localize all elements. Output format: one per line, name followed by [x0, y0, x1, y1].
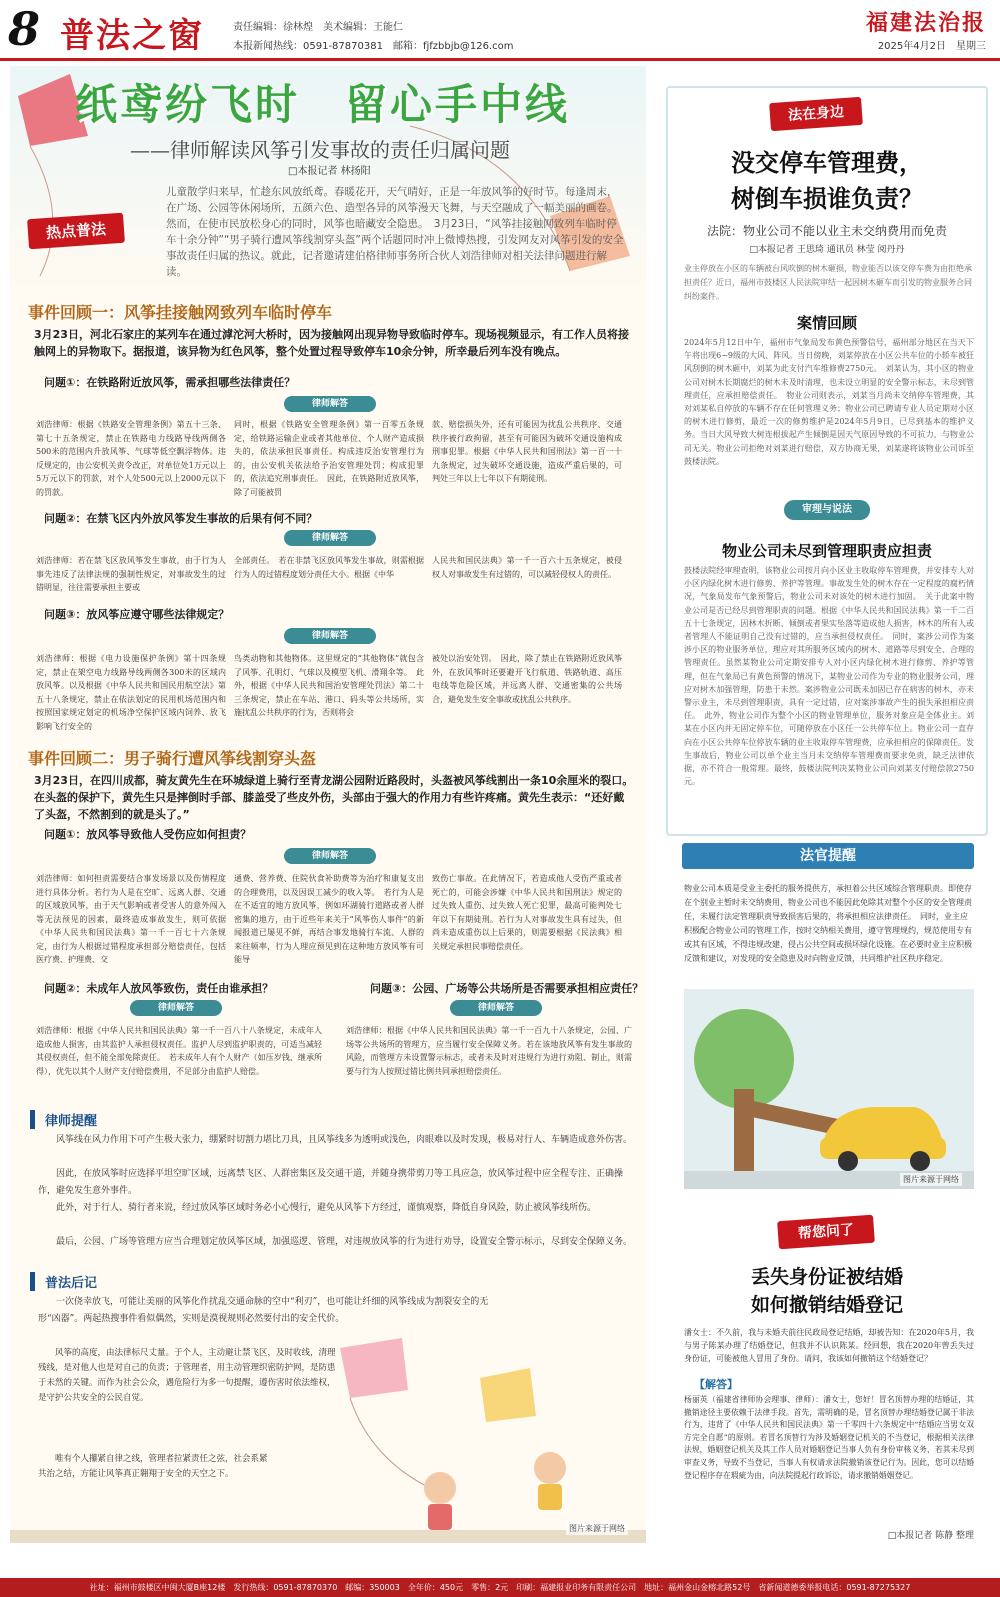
reader-question: 潘女士：不久前，我与未婚夫前往民政局登记结婚，却被告知：在2020年5月，我与男子陈某办理了结婚登记，但我并不认识陈某。经回想，我在2020年曾丢失过身份证，可能被他人冒用了身份。请问，我该如何撤销这个结婚登记？	[684, 1328, 974, 1364]
sidebar-articles	[666, 86, 988, 1543]
afterword-p3: 唯有个人攥紧自律之线，管理者拉紧责任之弦，社会系紧共治之结，方能让风筝真正翱翔于安全的天空之下。	[38, 1454, 268, 1479]
page-number: 8	[8, 2, 41, 56]
section-title: 普法之窗	[60, 16, 204, 56]
feature-title-line1: 没交停车管理费，	[731, 148, 923, 177]
help-title-line2: 如何撤销结婚登记	[750, 1294, 903, 1316]
lawyer-tip-p4: 最后，公园、广场等管理方应当合理划定放风筝区域，加强巡逻、管理，对违规放风筝的行为进行劝导，设置安全警示标示，尽到安全保障义务。	[56, 1237, 633, 1247]
feature-lead: 业主停放在小区的车辆被台风吹倒的树木砸损，物业能否以该交停车费为由拒绝承担责任？近日，福州市鼓楼区人民法院审结一起因树木砸车而引发的物业服务合同纠纷案件。	[684, 264, 972, 301]
lawyer-answer-tag: 律师解答	[450, 1000, 542, 1016]
case2-q1-answer-col1: 刘浩律师：如何担责需要结合事发场景以及伤情程度进行具体分析。若行为人是在空旷、远离人群、交通的区域放风筝，由于天气影响或者受害人的意外闯入等无法预见的因素，最终造成事故发生，则可依据《中华人民共和国民法典》第一千一百七十六条规定，由行为人根据过错程度承担部分赔偿责任，包括医疗费、护理费、交	[36, 874, 226, 964]
case2-q3-answer: 刘浩律师：根据《中华人民共和国民法典》第一千一百九十八条规定，公园、广场等公共场所的管理方，应当履行安全保障义务。若在该地放风筝有发生事故的风险，而管理方未设置警示标志，或者未及时对违规行为进行劝阻、制止，则需要与行为人按照过错比例共同承担赔偿责任。	[346, 1026, 632, 1076]
case2-q1-answer-col3: 致伤亡事故。在此情况下，若造成他人受伤严重或者死亡的，可能会涉嫌《中华人民共和国刑法》规定的过失致人重伤、过失致人死亡犯罪，最高可能判处七年以下有期徒刑。若行为人对事故发生具有过失，但尚未造成重伤以上后果的，则需要根据《民法典》相关规定承担民事赔偿责任。	[432, 874, 622, 951]
fallen-tree-car-illustration	[684, 989, 974, 1189]
case1-q2-answer-col1: 刘浩律师：若在禁飞区放风筝发生事故，由于行为人事先违反了法律法规的强制性规定，对事故发生的过错明显，往往需要承担主要或	[36, 556, 226, 592]
main-article	[10, 66, 646, 1543]
lawyer-answer-tag: 律师解答	[130, 1000, 222, 1016]
case2-q1: 问题①：放风筝导致他人受伤应如何担责？	[44, 828, 252, 841]
case2-q2: 问题②：未成年人放风筝致伤，责任由谁承担？	[44, 982, 274, 995]
lawyer-tip-p2: 因此，在放风筝时应选择平坦空旷区域，远离禁飞区、人群密集区及交通干道，并随身携带剪刀等工具应急，放风筝过程中应全程专注、正确操作，避免发生意外事件。	[38, 1169, 624, 1196]
hero-banner	[10, 66, 646, 288]
case1-q1-answer-col1: 刘浩律师：根据《铁路安全管理条例》第五十三条、第七十五条规定，禁止在铁路电力线路导线两侧各500米的范围内升放风筝、气球等低空飘浮物体。违反规定的，由公安机关责令改正，对单位处1万元以上5万元以下的罚款，对个人处500元以上2000元以下的罚款。	[36, 420, 226, 497]
children-kite-illustration	[10, 1338, 646, 1543]
header-rule	[0, 58, 1000, 61]
case2-q3: 问题③：公园、广场等公共场所是否需要承担相应责任？	[370, 982, 644, 995]
case1-q2-answer-col3: 人民共和国民法典》第一千一百六十五条规定，被侵权人对事故发生有过错的，可以减轻侵权人的责任。	[432, 556, 622, 579]
lawyer-answer-tag: 律师解答	[284, 628, 376, 644]
feature-subtitle: 法院：物业公司不能以业主未交纳费用而免责	[706, 224, 947, 238]
ruling-heading: 物业公司未尽到管理职责应担责	[721, 542, 932, 560]
editors-line: 责任编辑：徐林煌 美术编辑：王能仁	[233, 22, 403, 33]
feature-byline: □本报记者 王思琦 通讯员 林莹 阅丹丹	[749, 245, 905, 255]
answer-byline: □本报记者 陈静 整理	[887, 1531, 974, 1541]
byline: □本报记者 林扬阳	[288, 166, 371, 177]
case1-q3-answer-col2: 鸟类动物和其他物体。这里规定的“其他物体”就包含了风筝、孔明灯、气球以及模型飞机、滑翔伞等。 此外，根据《中华人民共和国治安管理处罚法》第二十三条规定，禁止在车站、港口、码头等公共场所，实施扰乱公共秩序的行为，否则将会	[234, 654, 424, 717]
subheadline: ——律师解读风筝引发事故的责任归属问题	[130, 138, 510, 162]
law-nearby-badge: 法在身边	[769, 97, 863, 131]
lawyer-answer-tag: 律师解答	[284, 396, 376, 412]
case-review-heading: 案情回顾	[796, 314, 857, 332]
judge-reminder-heading: 法官提醒	[682, 843, 974, 869]
page-header	[0, 0, 1000, 64]
lawyer-tip-p3: 此外，对于行人、骑行者来说，经过放风筝区域时务必小心慢行，避免从风筝下方经过，谨慎观察，降低自身风险，防止被风筝线所伤。	[56, 1203, 597, 1213]
case1-q1-answer-col2: 同时，根据《铁路安全管理条例》第一百零五条规定，给铁路运输企业或者其他单位、个人财产造成损失的，依法承担民事责任。构成违反治安管理行为的，由公安机关依法给予治安管理处罚；构成犯罪的，依法追究刑事责任。 因此，在铁路附近放风筝，除了可能被罚	[234, 420, 424, 497]
image-credit: 图片来源于网络	[900, 1173, 962, 1186]
issue-date: 2025年4月2日 星期三	[877, 41, 986, 52]
case1-q3-answer-col3: 被处以治安处罚。 因此，除了禁止在铁路附近放风筝外，在放风筝时还要避开飞行航道、铁路轨道、高压电线等危险区域，并远离人群、交通密集的公共场合，避免发生安全事故或扰乱公共秩序。	[432, 654, 622, 704]
contact-line: 本报新闻热线：0591-87870381 邮箱：fjfzbbjb@126.com	[233, 41, 514, 52]
case1-q3-answer-col1: 刘浩律师：根据《电力设施保护条例》第十四条规定，禁止在架空电力线路导线两侧各300米的区域内放风筝。以及根据《中华人民共和国民用航空法》第五十八条规定，禁止在依法划定的民用机场范围内和按照国家规定划定的机场净空保护区域内饲养、放飞影响飞行安全的	[36, 654, 226, 731]
help-title-line1: 丢失身份证被结婚	[750, 1266, 903, 1288]
help-you-ask-badge: 帮您问了	[777, 1215, 875, 1250]
case1-q3: 问题③：放风筝应遵守哪些法律规定？	[44, 608, 230, 621]
judge-reminder-text: 物业公司本质是受业主委托的服务提供方，承担着公共区域综合管理职责。即使存在个别业主暂时未交纳费用，物业公司也不能因此免除其对整个小区的安全管理责任，未履行法定管理职责导致损害后果的，将承担相应法律责任。 同时，业主应积极配合物业公司的管理工作，按时交纳相关费用，遵守管理规约，规范使用专有或其有区域，不得违规改建，侵占公共空间或损坏绿化设施。在必要时业主应积极反馈和建议，对发现的安全隐患及时向物业反馈，共同维护社区秩序稳定。	[684, 884, 972, 963]
case1-q1-answer-col3: 款、赔偿损失外，还有可能因为扰乱公共秩序、交通秩序被行政拘留，甚至有可能因为破坏交通设施构成刑事犯罪。根据《中华人民共和国刑法》第一百一十九条规定，过失破坏交通设施，造成严重后果的，可判处三年以上七年以下有期徒刑。	[432, 420, 622, 483]
case2-q1-answer-col2: 通费、营养费、住院伙食补助费等为治疗和康复支出的合理费用，以及因误工减少的收入等。 若行为人是在不适宜的地方放风筝，例如环湖骑行道路或者人群密集的地方，由于近些年来关于“风筝伤人事件”的新闻报道已屡见不鲜，再结合事发地骑行车流、人群的来往频率，行为人理应预见到在这种地方放风筝有可能导	[234, 874, 424, 964]
afterword-p2: 风筝的高度，由法律标尺丈量。于个人，主动避让禁飞区，及时收线，清理残线，是对他人也是对自己的负责；于管理者，用主动管理织密防护网，是防患于未然的关键。而作为社会公众，遇危险行为多一句提醒，遵伤害时依法维权，是守护公共安全的公民自觉。	[38, 1348, 336, 1403]
afterword-p1: 一次侥幸放飞，可能让美丽的风筝化作扰乱交通命脉的空中“利刃”，也可能让纤细的风筝线成为割裂安全的无形“凶器”。两起热搜事件看似偶然，实则是漠视规则必然要付出的安全代价。	[38, 1297, 489, 1324]
case1-body: 3月23日，河北石家庄的某列车在通过滹沱河大桥时，因为接触网出现异物导致临时停车。现场视频显示，有工作人员将接触网上的异物取下。据报道，该异物为红色风筝，整个处置过程导致停车10余分钟，所幸最后列车没有晚点。	[34, 328, 629, 358]
case2-q2-answer: 刘浩律师：根据《中华人民共和国民法典》第一千一百八十八条规定，未成年人造成他人损害，由其监护人承担侵权责任。监护人尽到监护职责的，可适当减轻其侵权责任，但不能全部免除责任。 若未成年人有个人财产（如压岁钱、继承所得），优先以其个人财产支付赔偿费用，不足部分由监护人赔偿。	[36, 1026, 322, 1076]
case2-heading: 事件回顾二：男子骑行遭风筝线割穿头盔	[28, 749, 317, 768]
hot-topic-badge: 热点普法	[27, 213, 125, 250]
case1-q2-answer-col2: 全部责任。 若在非禁飞区放风筝发生事故，则需根据行为人的过错程度划分责任大小。根据《中华	[234, 556, 424, 579]
case1-q2: 问题②：在禁飞区内外放风筝发生事故的后果有何不同？	[44, 512, 318, 525]
masthead-logo: 福建法治报	[865, 10, 986, 36]
lawyer-answer-tag: 律师解答	[284, 848, 376, 864]
intro-paragraph: 儿童散学归来早，忙趁东风放纸鸢。春暖花开，天气晴好，正是一年放风筝的好时节。每逢周末，在广场、公园等休闲场所，五颜六色、造型各异的风筝漫天飞舞，与天空融成了一幅美丽的画卷。然而，在使市民放松身心的同时，风筝也暗藏安全隐患。 3月23日，“风筝挂接触网致列车临时停车十余分钟”“男子骑行遭风筝线割穿头盔”两个话题同时冲上微博热搜，引发网友对风筝引发的安全事故责任归属的热议。就此，记者邀请建伯格律师事务所合伙人刘浩律师对相关法律问题进行解读。	[166, 186, 624, 278]
image-credit: 图片来源于网络	[566, 1522, 628, 1535]
headline: 纸鸢纷飞时 留心手中线	[75, 80, 571, 129]
afterword-heading: 普法后记	[30, 1272, 97, 1291]
lawyer-answer: 杨丽英（福建省律师协会理事、律师）：潘女士，您好！冒名顶替办理的结婚证，其撤销途径主要依赖于法律手段。首先，需明确的是，冒名顶替办理结婚登记属于非法行为，违背了《中华人民共和国民法典》第一千零四十六条规定中“结婚应当男女双方完全自愿”的原则。若冒名顶替行为涉及婚姻登记机关的不当登记，根据相关法律法规，婚姻登记机关及其工作人员对婚姻登记当事人负有身份审核义务，若其未尽到审查义务，导致不当登记，当事人有权请求法院撤销该登记行为。因此，您可以结婚登记程序存在瑕疵为由，向法院提起行政诉讼，请求撤销婚姻登记。	[684, 1395, 974, 1480]
lawyer-tip-p1: 风筝线在风力作用下可产生极大张力，绷紧时切割力堪比刀具，且风筝线多为透明或浅色，肉眼难以及时发现，极易对行人、车辆造成意外伤害。	[56, 1135, 633, 1145]
lawyer-tip-heading: 律师提醒	[30, 1110, 97, 1129]
case2-body: 3月23日，在四川成都，骑友黄先生在环城绿道上骑行至青龙湖公园附近路段时，头盔被风筝线割出一条10余厘米的裂口。在头盔的保护下，黄先生只是摔倒时手部、膝盖受了些皮外伤，头部由于强大的作用力有些许疼痛。黄先生表示：“还好戴了头盔，不然割到的就是头了。”	[34, 774, 634, 821]
trial-pill: 审理与说法	[784, 500, 870, 520]
page-footer: 社址：福州市鼓楼区中闽大厦B座12楼 发行热线：0591-87870370 邮编：350003 全年价：450元 零售：2元 印刷：福建报业印务有限责任公司 地址：福州金山金榕北路52号 省新闻道德委举报电话：0591-87275327	[0, 1578, 1000, 1597]
case1-heading: 事件回顾一：风筝挂接触网致列车临时停车	[28, 303, 333, 322]
case-review-text: 2024年5月12日中午，福州市气象局发布黄色预警信号，福州部分地区在当天下午将出现6~9级的大风、阵风。当日傍晚，刘某停放在小区公共车位的小轿车被狂风刮倒的树木砸中，刘某为此支付汽车维修费2750元。 刘某认为，其小区的物业公司对树木长期腐烂的树木未及时清理，也未设立明显的安全警示标志，未尽到管理责任，应承担赔偿责任。 物业公司则表示，刘某当月尚未交纳停车管理费，其对刘某私自停放的车辆不存在任何管理义务；物业公司已聘请专业人员定期对小区的树木进行修剪，最近一次的修剪维护是2024年5月9日，已尽到基本的维护义务。当日大风导致大树连根拔起产生倾倒是因天气原因导致的不可抗力，与物业公司无关。物业公司拒绝对刘某进行赔偿，双方协商无果，刘某遂将该物业公司诉至鼓楼法院。	[684, 338, 974, 466]
lawyer-answer-tag: 律师解答	[284, 530, 376, 546]
answer-label: 【解答】	[694, 1378, 738, 1391]
feature-title-line2: 树倒车损谁负责？	[731, 184, 923, 213]
ruling-text: 鼓楼法院经审理查明，该物业公司按月向小区业主收取停车管理费，并安排专人对小区内绿化树木进行修剪、养护等管理。事故发生处的树木存在一定程度的腐朽情况，气象局发布气象预警后，物业公司未对该处的树木进行加固。 关于此案中物业公司是否已经尽到管理职责的问题。根据《中华人民共和国民法典》第一千二百五十七条规定，因林木折断、倾倒或者果实坠落等造成他人损害，林木的所有人或者管理人不能证明自己没有过错的，应当承担侵权责任。 同时，案涉公司作为案涉小区的物业服务单位，理应对其所服务区域内的树木、道路等尽到安全、合理的管理责任。虽然某物业公司定期安排专人对小区内绿化树木进行修剪、养护等管理，但在气象局已有黄色预警的情况下，某物业公司作为专业的物业服务公司，理应对树木加强管理，防患于未然。案涉物业公司既未加固已存在病害的树木，亦未警示业主，未尽到管理职责，具有一定过错，应对案涉事故产生的损失承担相应责任。 此外，物业公司作为整个小区的物业管理单位，服务对象应是全体业主。刘某在小区内并无固定停车位，可随停放在小区任一公共停车位上。物业公司一直存向在小区公共停车位停放车辆的业主收取停车管理费，应承担相应的保障责任。发生事故后，物业公司以单个业主当月未交纳停车管理费而要求免责，缺乏法律依据，亦不符合一般常理。最终，鼓楼法院判决某物业公司向刘某支付赔偿款2750元。	[684, 566, 974, 787]
case1-q1: 问题①：在铁路附近放风筝，需承担哪些法律责任？	[44, 376, 296, 389]
